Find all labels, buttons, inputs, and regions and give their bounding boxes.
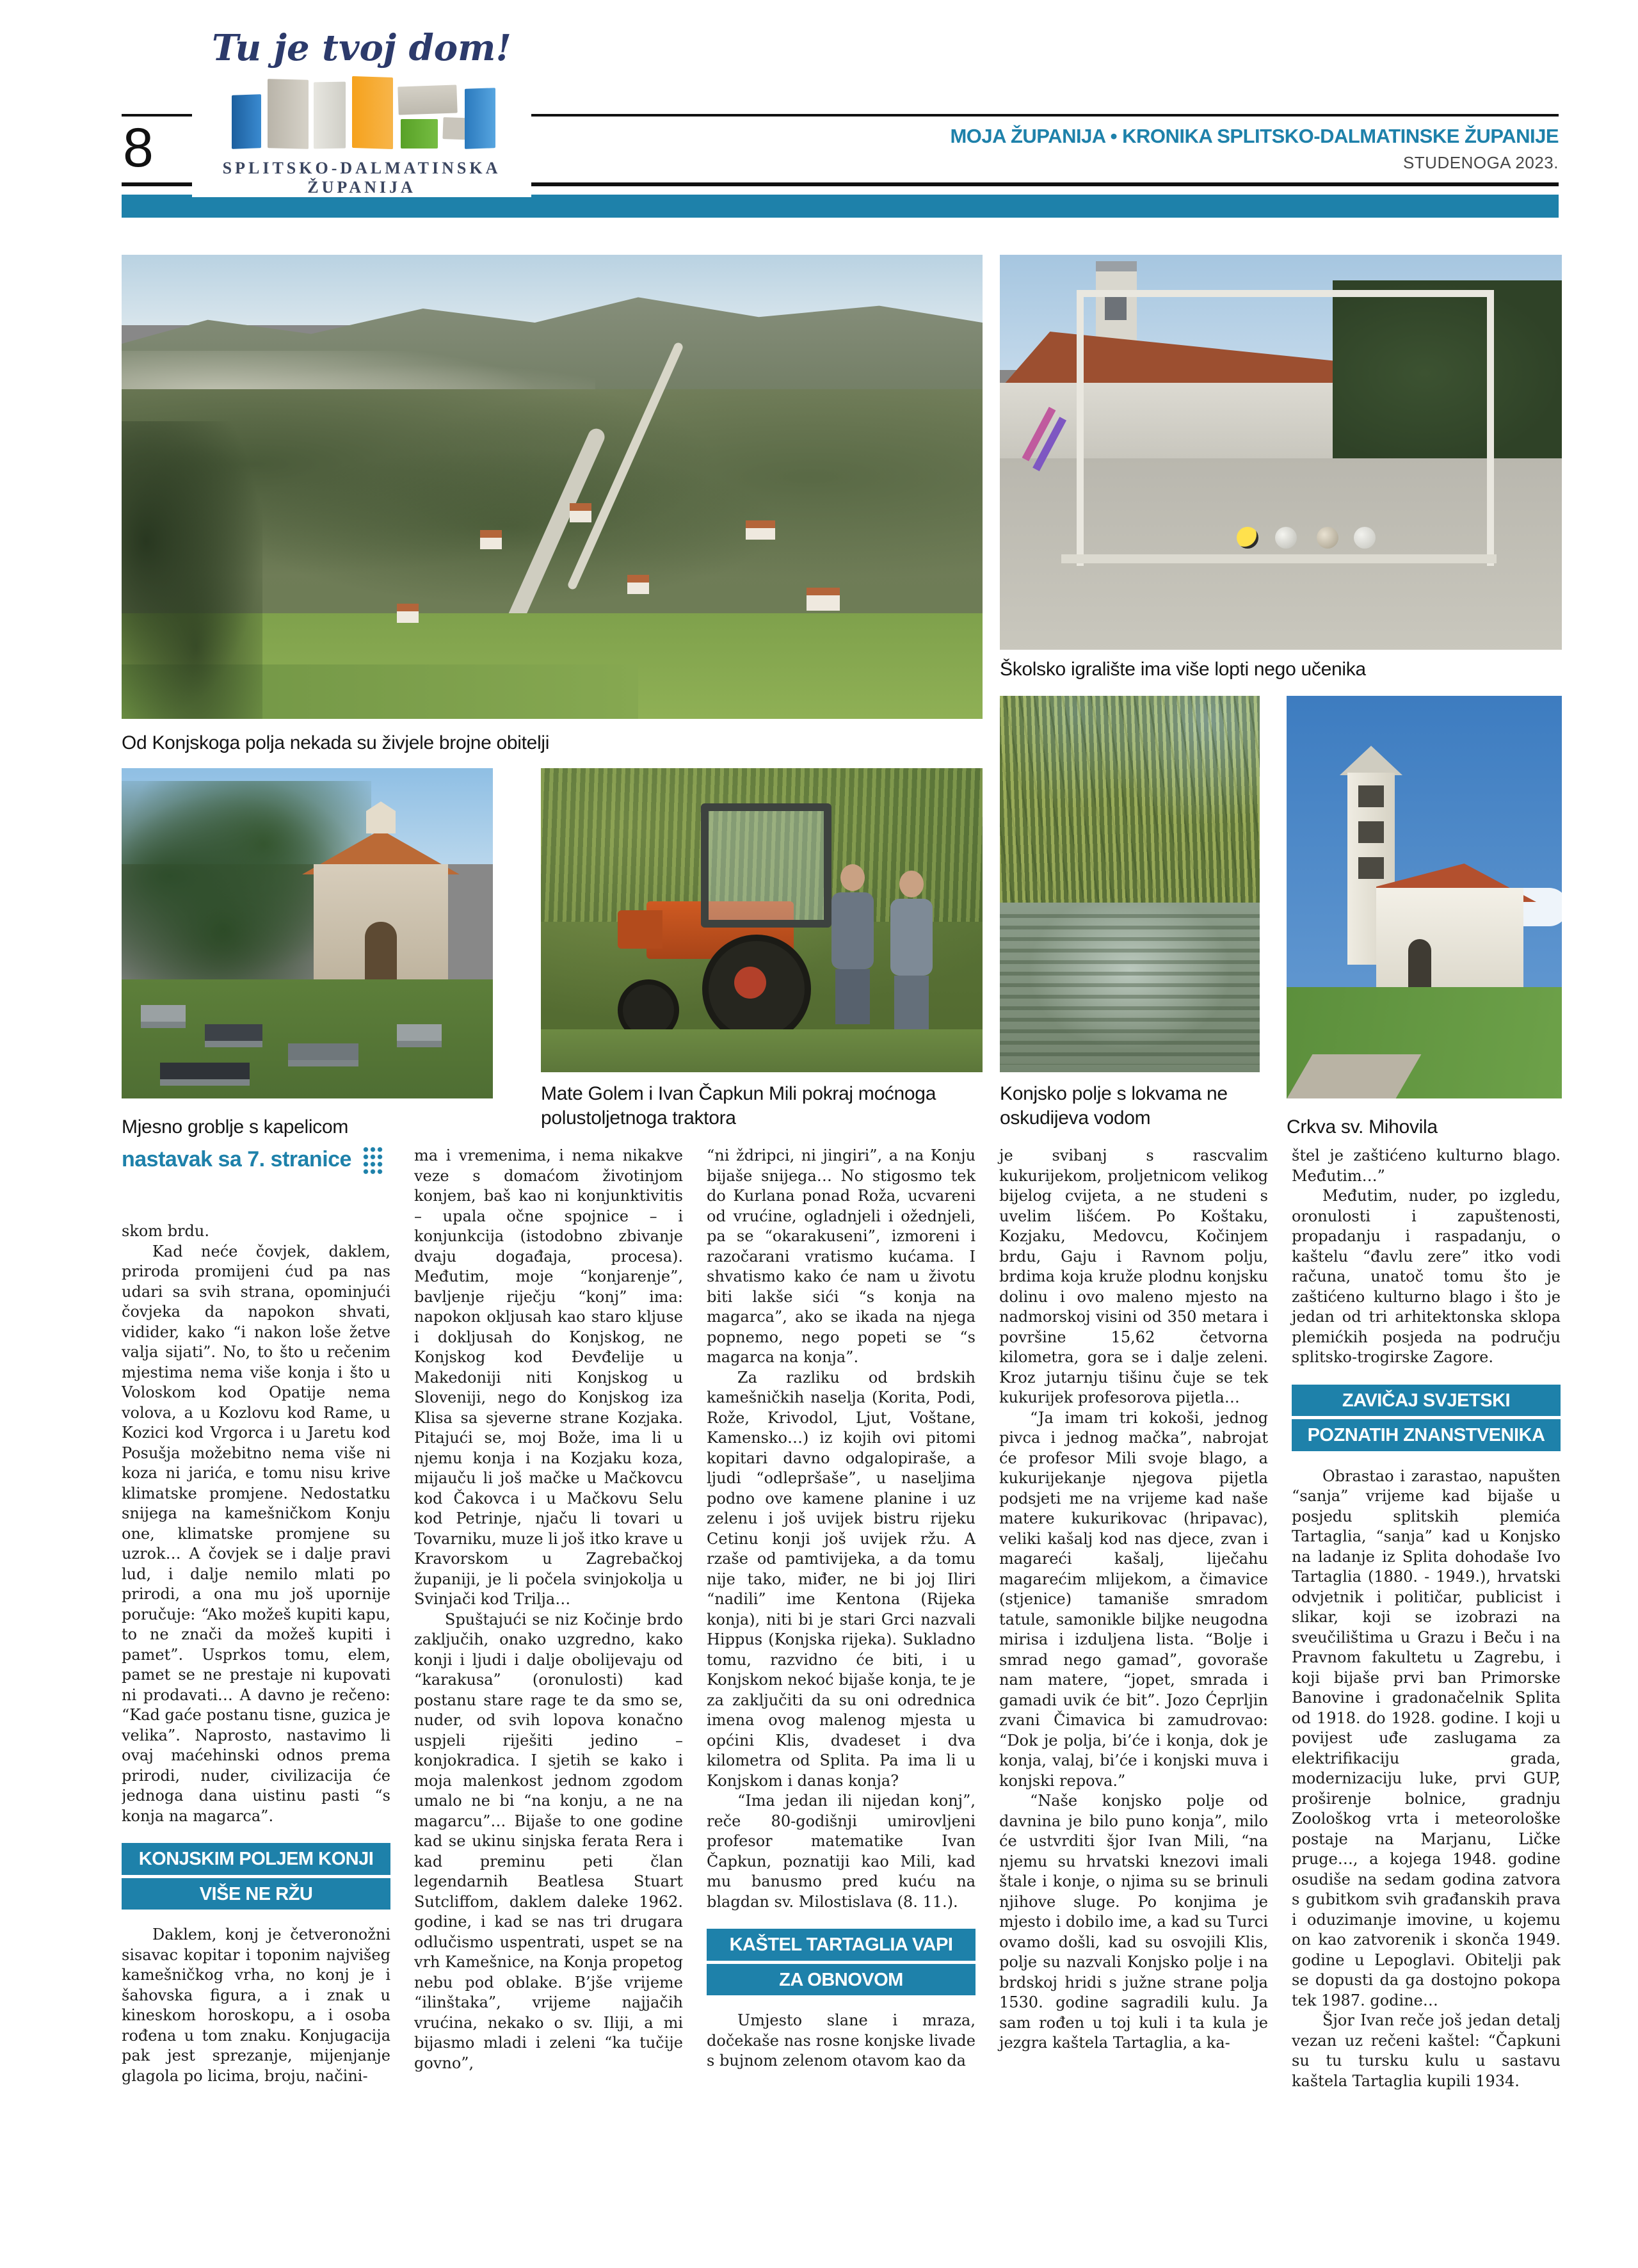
article-column-1 bbox=[122, 1146, 390, 2260]
photo2-ball bbox=[1275, 527, 1297, 549]
photo3-gravestone bbox=[160, 1063, 250, 1079]
photo1-house bbox=[746, 520, 775, 540]
photo1-house bbox=[570, 503, 591, 522]
photo3-gravestone bbox=[141, 1005, 186, 1022]
section-subhead-line: ZAVIČAJ SVJETSKI bbox=[1292, 1385, 1561, 1417]
section-subhead-line: KAŠTEL TARTAGLIA VAPI bbox=[707, 1929, 976, 1961]
logo-bar-orange bbox=[352, 76, 393, 149]
photo6-door bbox=[1408, 939, 1431, 990]
page-number: 8 bbox=[123, 117, 154, 179]
photo1-house bbox=[807, 588, 840, 611]
photo3-gravestone bbox=[397, 1024, 442, 1041]
photo4-grass bbox=[541, 1029, 983, 1072]
logo-bar-green bbox=[401, 119, 438, 149]
logo-bar-gray-top bbox=[397, 84, 457, 115]
body-paragraph: Umjesto slane i mraza, dočekaše nas rosne konjske livade s bujnom zelenom otavom kao da bbox=[707, 2011, 976, 2070]
photo-caption-crkva: Crkva sv. Mihovila bbox=[1287, 1116, 1438, 1138]
photo6-nave bbox=[1376, 888, 1523, 990]
section-subhead-line: VIŠE NE RŽU bbox=[122, 1878, 390, 1910]
continuation-marker bbox=[122, 1145, 383, 1174]
photo5-willow bbox=[1000, 696, 1260, 914]
photo4-man-mate-golem bbox=[828, 864, 878, 1024]
article-columns bbox=[122, 1146, 1561, 2260]
logo-bar-blue-right bbox=[465, 88, 495, 149]
logo-graphic-icon bbox=[232, 77, 501, 149]
photo2-ball bbox=[1317, 527, 1338, 549]
photo-caption-lokve: Konjsko polje s lokvama ne oskudijeva vodom bbox=[1000, 1083, 1228, 1129]
body-paragraph: “Ja imam tri kokoši, jednog pivca i jednog mačka”, nabrojat će profesor Mili svoje blago, a kukurijekanje njegova pijetla podsjeti me na vrijeme kad naše matere kukurikovac (hripavac), veliki kašalj kod nas djece, zvan i magareći kašalj, liječahu magarećim mlijekom, a čimavice (stjenice) tamaniše smradom tatule, samonikle biljke neugodna mirisa i izduljena lista. “Bolje i smrad nego gamad”, govoraše nam matere, “jopet, smrada i gamadi uvik će bit”. Jozo Ćeprljin zvani Čimavica bi zamudrovao: “Dok je polja, bi’će i konja, dok je konja, valaj, bi’će i konjski muva i konjski repova.” bbox=[999, 1408, 1268, 1790]
photo1-house bbox=[627, 575, 649, 594]
article-column-4 bbox=[999, 1146, 1268, 2260]
photo4-tractor-cab bbox=[701, 803, 831, 928]
photo-caption-groblje: Mjesno groblje s kapelicom bbox=[122, 1116, 349, 1138]
photo1-house bbox=[480, 530, 502, 549]
body-paragraph: “Naše konjsko polje od davnina je bilo puno konja”, milo će ustvrditi šjor Ivan Mili, “na njemu su hrvatski knezovi imali štale i konje, o njima su se brinuli njihove sluge. Po konjima je mjesto i dobilo ime, a kad su Turci ovamo došli, kad su osvojili Klis, polje su nazvali Konjsko polje i na brdskoj hridi s južne strane polja 1530. godine sagradili kulu. Ja sam rođen u toj kuli i ta kula je jezgra kaštela Tartaglia, a ka- bbox=[999, 1792, 1268, 2052]
section-subhead bbox=[707, 1929, 976, 1995]
section-subhead-line: POZNATIH ZNANSTVENIKA bbox=[1292, 1419, 1561, 1451]
photo-caption-panorama: Od Konjskoga polja nekada su živjele brojne obitelji bbox=[122, 732, 550, 753]
photo6-tower-window bbox=[1358, 785, 1384, 807]
article-column-3 bbox=[707, 1146, 976, 2260]
photo5-reflections bbox=[1000, 914, 1260, 1065]
photo3-chapel-door bbox=[365, 922, 397, 979]
logo-bar-gray bbox=[314, 82, 346, 149]
body-paragraph: štel je zaštićeno kulturno blago. Međutim…” bbox=[1292, 1146, 1561, 1185]
logo-bar-beige bbox=[268, 79, 309, 149]
photo-crkva-sv-mihovila bbox=[1287, 696, 1562, 1098]
county-logo bbox=[192, 5, 531, 197]
edition-date: STUDENOGA 2023. bbox=[1402, 153, 1559, 172]
body-paragraph: Šjor Ivan reče još jedan detalj vezan uz rečeni kaštel: “Čapkuni su tu tursku kulu u sastavu kaštela Tartaglia kupili 1934. bbox=[1292, 2011, 1561, 2090]
section-subhead-line: ZA OBNOVOM bbox=[707, 1964, 976, 1996]
logo-tagline: Tu je tvoj dom! bbox=[212, 27, 511, 69]
body-paragraph: Spuštajući se niz Kočinje brdo zaključih, onako uzgredno, kako konji i ljudi i dalje obolijevaju od “karakusa” (oronulosti) kad postanu stare rage te da smo se, nuder, od svih lopova konačno uspjeli riješiti jedino – konjokradica. I sjetih se kako i moja malenkost jednom zgodom umalo ne bi “na konju, a ne na magarcu”… Bijaše to one godine kad se ukinu sinjska ferata Rera i kad preminu peti član legendarnih Beatlesa Stuart Sutcliffom, daklem daleke 1962. godine, i kad se nas tri drugara odlučismo uspentrati, uspet se na vrh Kamešnice, na Konja propetog nebu pod oblake. B’jše vrijeme “ilinštaka”, vrijeme najjačih vrućina, nekako o sv. Iliji, a mi bijasmo mladi i zeleni “ka tučije govno”, bbox=[414, 1610, 683, 2072]
photo3-gravestone bbox=[288, 1043, 358, 1060]
photo-skolsko-igraliste bbox=[1000, 255, 1562, 650]
photo2-ball bbox=[1237, 527, 1258, 549]
photo2-goal-frame bbox=[1077, 290, 1494, 566]
body-paragraph: ma i vremenima, i nema nikakve veze s domaćom životinjom konjem, baš kao ni konjunktivitis – upala očne spojnice – i konjunkcija (istodobno zbivanje dvaju događaja, procesa). Međutim, moje “konjarenje”, bavljenje riječju “konj” ima: napokon okljusah kao staro kljuse i dokljusah do Konjskog, ne Konjskog kod Đevđelije u Makedoniji niti Konjskog u Sloveniji, nego do Konjskog iza Klisa sa sjeverne strane Kozjaka. Pitajući se, moj Bože, ima li u njemu konja i na Kozjaku koza, mijauču li još mačke u Mačkovcu kod Čakovca i u Mačkovu Selu kod Petrinje, njaču li tovari u Tovarniku, muze li još itko krave u Kravorskom u Zagrebačkoj županiji, je li počela svinjokolja u Svinjači kod Trilja… bbox=[414, 1146, 683, 1608]
photo4-tractor-hood bbox=[618, 910, 662, 949]
photo6-tower-window bbox=[1358, 857, 1384, 879]
body-paragraph: Daklem, konj je četveronožni sisavac kopitar i toponim najvišeg kamešničkog vrha, no konj je i šahovska figura, a i znak u kineskom horoskopu, a i osoba rođena u tom znaku. Konjugacija pak jest sprezanje, mijenjanje glagola po licima, broju, načini- bbox=[122, 1926, 390, 2085]
header-accent-bar bbox=[122, 195, 1559, 218]
photo6-tower-window bbox=[1358, 821, 1384, 843]
photo-konjsko-polje-panorama bbox=[122, 255, 983, 719]
article-column-5 bbox=[1292, 1146, 1561, 2260]
edition-label: MOJA ŽUPANIJA • KRONIKA SPLITSKO-DALMATINSKE ŽUPANIJE bbox=[950, 125, 1559, 147]
photo-caption-traktor: Mate Golem i Ivan Čapkun Mili pokraj moćnoga polustoljetnoga traktora bbox=[541, 1083, 936, 1129]
section-subhead-line: KONJSKIM POLJEM KONJI bbox=[122, 1843, 390, 1875]
photo1-trees bbox=[122, 421, 262, 719]
body-paragraph: “Ima jedan ili nijedan konj”, reče 80-godišnji umirovljeni profesor matematike Ivan Čapkun, poznatiji kao Mili, kad mu banusmo pred kuću na blagdan sv. Milostislava (8. 11.). bbox=[707, 1792, 976, 1911]
body-paragraph: Kad neće čovjek, daklem, priroda promijeni ćud pa nas udari sa svih strana, opominjući čovjeka da napokon shvati, vidider, kako “i nakon loše žetve valja sijati”. No, to što u rečenim mjestima nema više konja i što u Voloskom kod Opatije nema volova, a u Kozlovu kod Rame, u Kozici kod Vrgorca i u Jaretu kod Posušja možebitno nema više ni koza ni jarića, e tomu nisu krive klimatske promjene. Nedostatku snijega na kamešničkom Konju one, klimatske promjene su uzrok… A čovjek se i dalje pravi lud, i dalje nemilo mlati po prirodi, a ona mu još upornije poručuje: “Ako možeš kupiti kapu, to ne znači da možeš kupiti i pamet”. Usprkos tomu, elem, pamet se ne prestaje ni kupovati ni prodavati… A davno je rečeno: “Kad gaće postanu tisne, guzica je velika”. Naprosto, nastavimo li ovaj maćehinski odnos prema prirodi, nuder, civilizacija će jednoga dana uistinu pasti “s konja na magarca”. bbox=[122, 1242, 390, 1825]
body-paragraph: je svibanj s rascvalim kukurijekom, proljetnicom velikog bijelog cvijeta, a ne studeni s uvelim lišćem. Po Koštaku, Kozjaku, Medovcu, Kočinjem brdu, Gaju i Ravnom polju, brdima koja kruže plodnu konjsku dolinu i ovo maleno mjesto na nadmorskoj visini od 350 metara i površine 15,62 četvorna kilometra, gora se i dalje zeleni. Kroz jutarnju tišinu čuje se tek kukurijek profesorova pijetla… bbox=[999, 1146, 1268, 1406]
section-subhead bbox=[122, 1843, 390, 1910]
body-paragraph: “ni ždripci, ni jingiri”, a na Konju bijaše snijega… No stigosmo tek do Kurlana ponad Roža, ucvareni od vrućine, ogladnjeli i ožednjeli, pa se “okarakuseni”, izmoreni i razočarani vratismo kućama. I shvatismo kako će nam u životu biti lakše sići “s konja na magarca”, ako se ikada na njega popnemo, nego popeti se “s magarca na konja”. bbox=[707, 1146, 976, 1366]
logo-county-name: SPLITSKO-DALMATINSKA ŽUPANIJA bbox=[222, 159, 501, 197]
photo4-wheel-hub bbox=[734, 967, 766, 999]
body-paragraph: Za razliku od brdskih kamešničkih naselja (Korita, Podi, Rože, Krivodol, Ljut, Voštane, Kamensko…) iz kojih ovi pitomi kopitari davno odgalopiraše, a ljudi “odlepršaše”, u naseljima podno ove kamene planine i uz zelenu i još uvijek bistru rijeku Cetinu konji još uvijek ržu. A rzaše od pamtivijeka, a da tomu nije tako, miđer, ne bi joj Iliri “nadili” ime Kentona (Rijeka konja), niti bi je stari Grci nazvali Hippus (Konjska rijeka). Sukladno tomu, razvidno će biti, i u Konjskom nekoć bijaše konja, te je za zaključiti da su oni odrednica imena ovog malenog mjesta u općini Klis, dvadeset i dva kilometra od Splita. Pa ima li u Konjskom i danas konja? bbox=[707, 1368, 976, 1790]
logo-bar-blue bbox=[232, 94, 261, 149]
article-column-2 bbox=[414, 1146, 683, 2260]
photo-caption-igraliste: Školsko igralište ima više lopti nego učenika bbox=[1000, 659, 1366, 680]
photo1-house bbox=[397, 604, 419, 623]
photo3-gravestone bbox=[205, 1024, 262, 1041]
photo2-ball bbox=[1354, 527, 1376, 549]
header-right-block bbox=[950, 125, 1559, 173]
continuation-label: nastavak sa 7. stranice bbox=[122, 1146, 351, 1171]
dotted-grid-icon bbox=[362, 1145, 383, 1174]
body-paragraph: Međutim, nuder, po izgledu, oronulosti i zapuštenosti, propadanju i raspadanju, o kaštelu “đavlu zere” itko vodi računa, unatoč tomu što je zaštićeno kulturno blago i što je jedan od tri arhitektonska sklopa plemićkih posjeda na području splitsko-trogirske Zagore. bbox=[1292, 1187, 1561, 1366]
body-paragraph: Obrastao i zarastao, napušten “sanja” vrijeme kad bijaše u posjedu splitskih plemića Tartaglia, “sanja” kad u Konjsko na ladanje iz Splita dohodaše Ivo Tartaglia (1880. - 1949.), hrvatski odvjetnik i političar, publicist i slikar, koji se izobrazi na sveučilištima u Grazu i Beču i na Pravnom fakultetu u Zagrebu, i koji bijaše prvi ban Primorske Banovine i gradonačelnik Splita od 1918. do 1928. godine. I koji u povijest uđe zaslugama za elektrifikaciju grada, modernizaciju luke, prvi GUP, proširenje bolnice, gradnju Zoološkog vrta i meteorološke postaje na Marjanu, Ličke pruge…, a kojega 1948. godine osudiše na sedam godina zatvora s gubitkom svih građanskih prava i oduzimanje imovine, u kojemu on kao zatvorenik i skonča 1949. godine u Lepoglavi. Obitelji pak se dopusti da ga dostojno pokopa tek 1987. godine… bbox=[1292, 1467, 1561, 2009]
photo4-man-ivan-capkun bbox=[887, 871, 936, 1031]
photo-traktor bbox=[541, 768, 983, 1072]
photo-mjesno-groblje bbox=[122, 768, 493, 1098]
body-paragraph: skom brdu. bbox=[122, 1222, 209, 1240]
photo2-goal-bottom-bar bbox=[1061, 554, 1497, 563]
section-subhead bbox=[1292, 1385, 1561, 1451]
photo-lokve bbox=[1000, 696, 1260, 1072]
